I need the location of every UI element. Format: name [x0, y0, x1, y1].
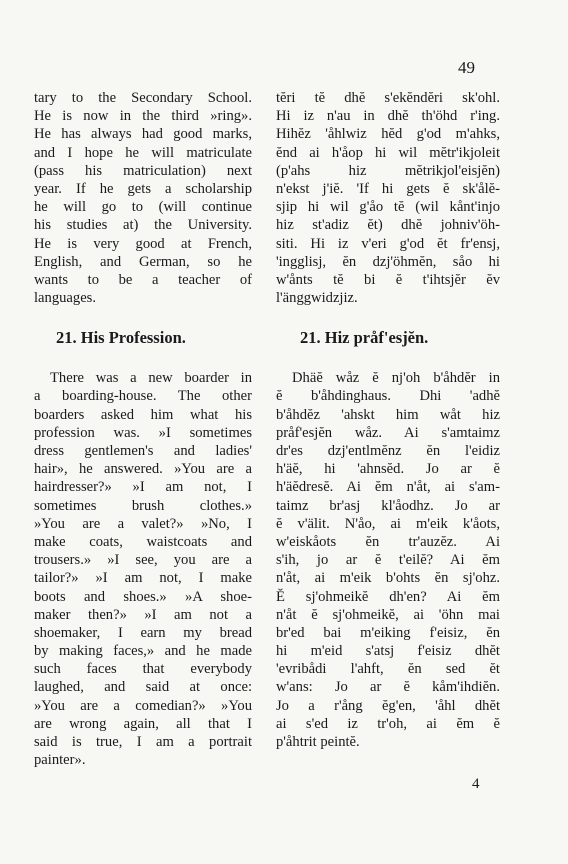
- text-line: his studies at) the University.: [34, 217, 252, 234]
- text-line: boarders asked him what his: [34, 406, 252, 423]
- text-line: w'ans: Jo ar ĕ kåm'ihdiĕn.: [276, 679, 500, 696]
- text-line: tĕri tĕ dhĕ s'ekĕndĕri sk'ohl.: [276, 90, 500, 106]
- text-line: h'äĕdresĕ. Ai ĕm n'åt, ai s'am-: [276, 479, 500, 496]
- text-line: He is now in the third »ring».: [34, 108, 252, 125]
- text-line: ĕ b'åhdinghaus. Dhi 'adhĕ: [276, 388, 500, 405]
- text-line: such faces that everybody: [34, 661, 252, 678]
- right-story-paragraph: [276, 369, 500, 751]
- text-line: are wrong again, all that I: [34, 715, 252, 732]
- text-line: tary to the Secondary School.: [34, 90, 252, 106]
- text-line: Dhäĕ wåz ĕ nj'oh b'åhdĕr in: [292, 370, 500, 387]
- text-line: hi m'eid s'atsj f'eisiz dhĕt: [276, 643, 500, 660]
- text-line: Hihĕz 'åhlwiz hĕd g'od m'ahks,: [276, 126, 500, 143]
- text-line: 'evribådi l'ahft, ĕn sed ĕt: [276, 661, 500, 678]
- text-line: profession was. »I sometimes: [34, 424, 252, 441]
- text-line: sjip hi wil g'åo tĕ (wil kånt'injo: [276, 199, 500, 216]
- text-line: Jo a r'ång ĕg'en, 'åhl dhĕt: [276, 697, 500, 714]
- left-story-paragraph: [34, 369, 252, 769]
- text-line: shoemaker, I earn my bread: [34, 624, 252, 641]
- text-line: tailor?» »I am not, I make: [34, 570, 252, 587]
- text-line: dress gentlemen's and ladies': [34, 443, 252, 459]
- text-line: w'eiskåots ĕn tr'auzĕz. Ai: [276, 533, 500, 550]
- text-line: hair», he answered. »You are a: [34, 461, 252, 478]
- left-intro-paragraph: [34, 89, 252, 307]
- text-line: and I hope he will matriculate: [34, 144, 252, 161]
- text-line: languages.: [34, 290, 97, 307]
- left-column: [34, 89, 252, 769]
- text-line: n'åt ĕ sj'ohmeikĕ, ai 'öhn mai: [276, 606, 500, 623]
- text-line: maker then?» »I am not a: [34, 606, 252, 623]
- text-line: trousers.» »I see, you are a: [34, 552, 252, 569]
- text-line: l'änggwidzjiz.: [276, 290, 358, 307]
- section-heading-english: 21. His Profession.: [56, 328, 186, 348]
- text-line: said is true, I am a portrait: [34, 734, 252, 750]
- text-line: pråf'esjĕn wåz. Ai s'amtaimz: [276, 424, 500, 441]
- text-line: painter».: [34, 752, 86, 769]
- text-line: Hi iz n'au in dhĕ th'öhd r'ing.: [276, 108, 500, 125]
- text-line: hiz st'adiz ĕt) dhĕ johniv'öh-: [276, 217, 500, 234]
- text-line: There was a new boarder in: [50, 370, 252, 387]
- text-line: n'åt, ai m'eik b'ohts ĕn sj'ohz.: [276, 570, 500, 587]
- text-line: »You are a valet?» »No, I: [34, 515, 252, 532]
- text-line: wants to be a teacher of: [34, 271, 252, 288]
- text-line: ĕnd ai h'åop hi wil mĕtr'ikjoleit: [276, 144, 500, 161]
- text-line: s'ih, jo ar ĕ t'eilĕ? Ai ĕm: [276, 552, 500, 569]
- text-line: 'ingglisj, ĕn dzj'öhmĕn, såo hi: [276, 253, 500, 270]
- right-column: [276, 89, 500, 751]
- text-line: ai s'ed iz tr'oh, ai ĕm ĕ: [276, 715, 500, 732]
- text-line: dr'es dzj'entlmĕnz ĕn l'eidiz: [276, 443, 500, 459]
- text-line: ĕ v'älit. N'åo, ai m'eik k'åots,: [276, 515, 500, 532]
- text-line: Ĕ sj'ohmeikĕ dh'en? Ai ĕm: [276, 588, 500, 605]
- text-line: br'ed bai m'eiking f'eisiz, ĕn: [276, 624, 500, 641]
- text-line: hairdresser?» »I am not, I: [34, 479, 252, 496]
- text-line: by making faces,» and he made: [34, 643, 252, 660]
- text-line: (pass his matriculation) next: [34, 162, 252, 179]
- text-line: He is very good at French,: [34, 235, 252, 252]
- text-line: w'ånts tĕ bi ĕ t'ihtsjĕr ĕv: [276, 271, 500, 288]
- text-line: make coats, waistcoats and: [34, 533, 252, 550]
- text-line: »You are a comedian?» »You: [34, 697, 252, 714]
- text-line: laughed, and said at once:: [34, 679, 252, 696]
- section-heading-phonetic: 21. Hiz pråf'esjĕn.: [300, 328, 429, 348]
- signature-mark: 4: [472, 776, 480, 792]
- text-line: year. If he gets a scholarship: [34, 180, 252, 197]
- page-number: 49: [458, 58, 475, 77]
- text-line: English, and German, so he: [34, 253, 252, 270]
- text-line: He has always had good marks,: [34, 126, 252, 143]
- text-line: he will go to (will continue: [34, 199, 252, 216]
- text-line: siti. Hi iz v'eri g'od ĕt fr'ensj,: [276, 235, 500, 252]
- text-line: n'ekst j'iĕ. 'If hi gets ĕ sk'ålĕ-: [276, 180, 500, 197]
- right-intro-paragraph: [276, 89, 500, 307]
- text-line: h'äĕ, hi 'ahnsĕd. Jo ar ĕ: [276, 461, 500, 478]
- text-line: p'åhtrit peintĕ.: [276, 734, 360, 750]
- text-line: (p'ahs hiz mĕtrikjol'eisjĕn): [276, 162, 500, 179]
- text-line: boots and shoes.» »A shoe-: [34, 588, 252, 605]
- text-line: b'åhdĕz 'ahskt him wåt hiz: [276, 406, 500, 423]
- text-line: sometimes brush clothes.»: [34, 497, 252, 514]
- text-line: taimz br'asj kl'åodhz. Jo ar: [276, 497, 500, 514]
- text-line: a boarding-house. The other: [34, 388, 252, 405]
